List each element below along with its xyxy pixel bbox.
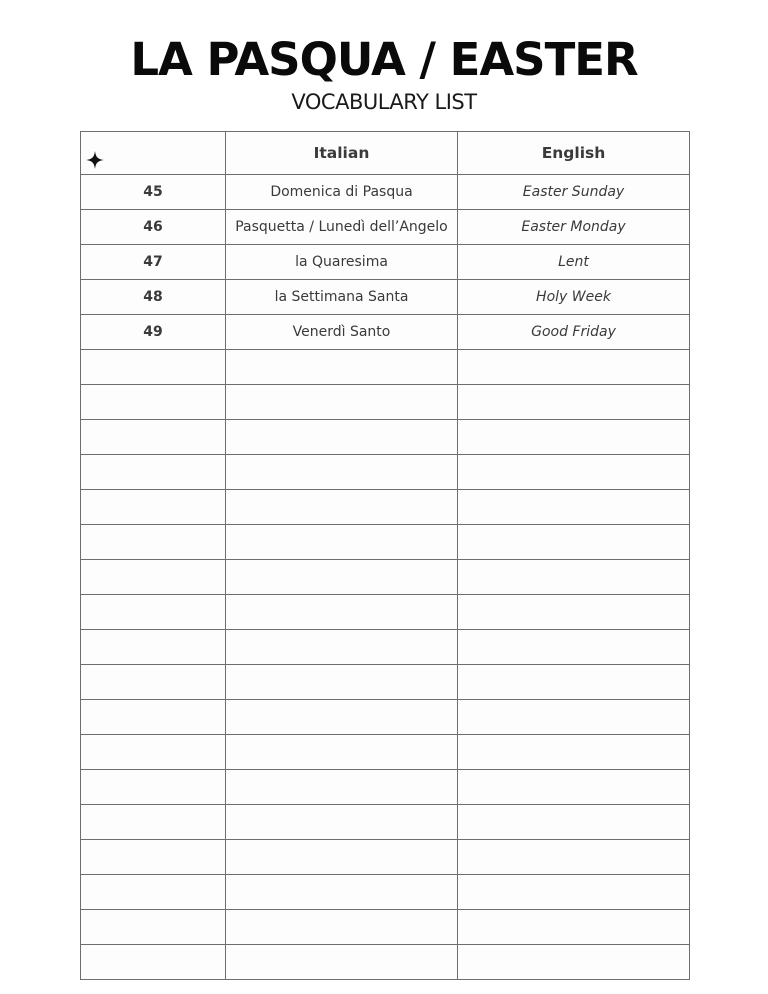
table-row — [81, 560, 690, 595]
english-cell[interactable] — [458, 700, 690, 735]
english-cell[interactable] — [458, 630, 690, 665]
italian-cell[interactable] — [226, 735, 458, 770]
english-cell[interactable] — [458, 595, 690, 630]
number-cell[interactable] — [81, 910, 226, 945]
italian-cell[interactable] — [226, 665, 458, 700]
table-row — [81, 350, 690, 385]
number-cell[interactable] — [81, 350, 226, 385]
italian-cell[interactable] — [226, 490, 458, 525]
table-row — [81, 700, 690, 735]
italian-cell[interactable]: Domenica di Pasqua — [226, 175, 458, 210]
english-cell[interactable] — [458, 490, 690, 525]
table-header-row — [81, 132, 690, 175]
page-subtitle: VOCABULARY LIST — [291, 90, 477, 114]
italian-cell[interactable] — [226, 595, 458, 630]
english-cell[interactable] — [458, 875, 690, 910]
italian-cell[interactable] — [226, 840, 458, 875]
number-cell[interactable] — [81, 630, 226, 665]
table-row — [81, 280, 690, 315]
english-cell[interactable] — [458, 665, 690, 700]
number-cell[interactable] — [81, 595, 226, 630]
number-cell[interactable] — [81, 420, 226, 455]
number-cell[interactable] — [81, 665, 226, 700]
number-cell[interactable] — [81, 875, 226, 910]
number-cell[interactable] — [81, 840, 226, 875]
italian-cell[interactable] — [226, 455, 458, 490]
table-row — [81, 385, 690, 420]
english-cell[interactable]: Good Friday — [458, 315, 690, 350]
number-cell[interactable]: 46 — [81, 210, 226, 245]
english-cell[interactable] — [458, 805, 690, 840]
english-cell[interactable] — [458, 455, 690, 490]
number-cell[interactable] — [81, 805, 226, 840]
english-cell[interactable] — [458, 420, 690, 455]
page-title: LA PASQUA / EASTER — [130, 33, 638, 86]
number-cell[interactable] — [81, 770, 226, 805]
number-cell[interactable]: 47 — [81, 245, 226, 280]
table-row — [81, 245, 690, 280]
table-row — [81, 315, 690, 350]
italian-cell[interactable] — [226, 525, 458, 560]
vocabulary-table — [80, 131, 690, 980]
italian-cell[interactable] — [226, 560, 458, 595]
english-cell[interactable] — [458, 770, 690, 805]
table-row — [81, 910, 690, 945]
number-cell[interactable] — [81, 945, 226, 980]
english-cell[interactable]: Easter Sunday — [458, 175, 690, 210]
english-column-header: English — [458, 132, 690, 175]
number-cell[interactable]: 49 — [81, 315, 226, 350]
english-cell[interactable] — [458, 945, 690, 980]
table-row — [81, 525, 690, 560]
table-row — [81, 805, 690, 840]
number-cell[interactable]: 45 — [81, 175, 226, 210]
table-row — [81, 595, 690, 630]
italian-cell[interactable] — [226, 770, 458, 805]
italian-cell[interactable] — [226, 350, 458, 385]
italian-cell[interactable] — [226, 875, 458, 910]
english-cell[interactable] — [458, 525, 690, 560]
italian-cell[interactable] — [226, 700, 458, 735]
english-cell[interactable] — [458, 560, 690, 595]
italian-cell[interactable] — [226, 945, 458, 980]
number-cell[interactable] — [81, 385, 226, 420]
italian-cell[interactable]: Venerdì Santo — [226, 315, 458, 350]
number-cell[interactable] — [81, 735, 226, 770]
number-cell[interactable] — [81, 455, 226, 490]
italian-column-header: Italian — [226, 132, 458, 175]
table-row — [81, 665, 690, 700]
number-cell[interactable] — [81, 490, 226, 525]
table-row — [81, 945, 690, 980]
table-row — [81, 875, 690, 910]
italian-cell[interactable]: la Settimana Santa — [226, 280, 458, 315]
table-row — [81, 420, 690, 455]
italian-cell[interactable]: Pasquetta / Lunedì dell’Angelo — [226, 210, 458, 245]
italian-cell[interactable]: la Quaresima — [226, 245, 458, 280]
english-cell[interactable] — [458, 840, 690, 875]
italian-cell[interactable] — [226, 385, 458, 420]
number-cell[interactable] — [81, 560, 226, 595]
table-row — [81, 490, 690, 525]
number-cell[interactable] — [81, 700, 226, 735]
table-row — [81, 735, 690, 770]
table-row — [81, 840, 690, 875]
english-cell[interactable]: Holy Week — [458, 280, 690, 315]
italian-cell[interactable] — [226, 910, 458, 945]
sparkle-icon — [86, 151, 104, 169]
english-cell[interactable] — [458, 910, 690, 945]
english-cell[interactable]: Lent — [458, 245, 690, 280]
italian-cell[interactable] — [226, 630, 458, 665]
table-row — [81, 630, 690, 665]
english-cell[interactable]: Easter Monday — [458, 210, 690, 245]
table-row — [81, 210, 690, 245]
english-cell[interactable] — [458, 385, 690, 420]
english-cell[interactable] — [458, 350, 690, 385]
number-cell[interactable] — [81, 525, 226, 560]
number-cell[interactable]: 48 — [81, 280, 226, 315]
number-column-header — [81, 132, 226, 175]
table-row — [81, 455, 690, 490]
english-cell[interactable] — [458, 735, 690, 770]
italian-cell[interactable] — [226, 420, 458, 455]
table-row — [81, 770, 690, 805]
table-row — [81, 175, 690, 210]
italian-cell[interactable] — [226, 805, 458, 840]
